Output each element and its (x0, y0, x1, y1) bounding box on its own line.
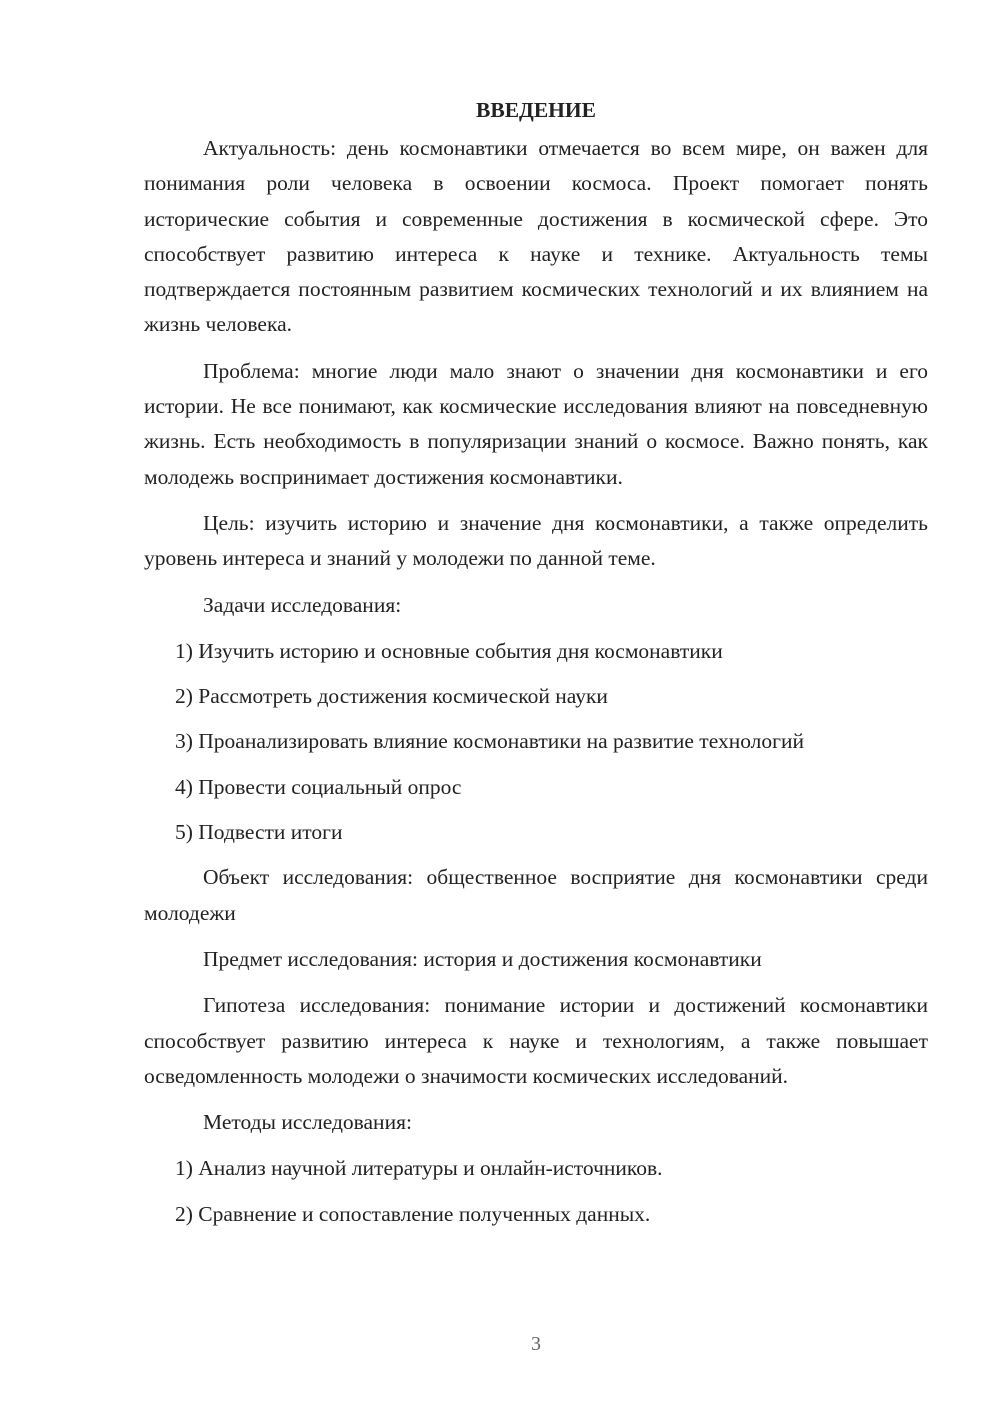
list-item: 2) Сравнение и сопоставление полученных данных. (175, 1201, 651, 1226)
page-number: 3 (531, 1333, 541, 1355)
problem-paragraph: Проблема: многие люди мало знают о значении дня космонавтики и его истории. Не все понимают, как космические исследования влияют на повседневную жизнь. Есть необходимость в популяризации знаний о космосе. Важно понять, как молодежь воспринимает достижения космонавтики. (144, 358, 928, 489)
page-title: ВВЕДЕНИЕ (476, 98, 596, 122)
list-item: 2) Рассмотреть достижения космической науки (175, 684, 608, 709)
subject-paragraph: Предмет исследования: история и достижения космонавтики (203, 946, 762, 971)
list-item: 5) Подвести итоги (175, 820, 343, 845)
methods-title: Методы исследования: (203, 1110, 412, 1135)
methods-list (144, 1151, 928, 1232)
relevance-paragraph: Актуальность: день космонавтики отмечается во всем мире, он важен для понимания роли человека в освоении космоса. Проект помогает понять исторические события и современные достижения в космической сфере. Это способствует развитию интереса к науке и технике. Актуальность темы подтверждается постоянным развитием космических технологий и их влиянием на жизнь человека. (144, 136, 928, 337)
list-item: 1) Изучить историю и основные события дня космонавтики (175, 638, 723, 663)
list-item: 1) Анализ научной литературы и онлайн-источников. (175, 1156, 663, 1181)
list-item: 3) Проанализировать влияние космонавтики на развитие технологий (175, 729, 804, 754)
object-paragraph: Объект исследования: общественное восприятие дня космонавтики среди молодежи (144, 865, 928, 925)
tasks-title: Задачи исследования: (203, 592, 402, 617)
list-item: 4) Провести социальный опрос (175, 774, 462, 799)
tasks-list (144, 634, 928, 850)
goal-paragraph: Цель: изучить историю и значение дня космонавтики, а также определить уровень интереса и знаний у молодежи по данной теме. (144, 510, 928, 571)
page-content (144, 93, 928, 1242)
hypothesis-paragraph: Гипотеза исследования: понимание истории и достижений космонавтики способствует развитию интереса к науке и технологиям, а также повышает осведомленность молодежи о значимости космических исследований. (144, 993, 928, 1088)
